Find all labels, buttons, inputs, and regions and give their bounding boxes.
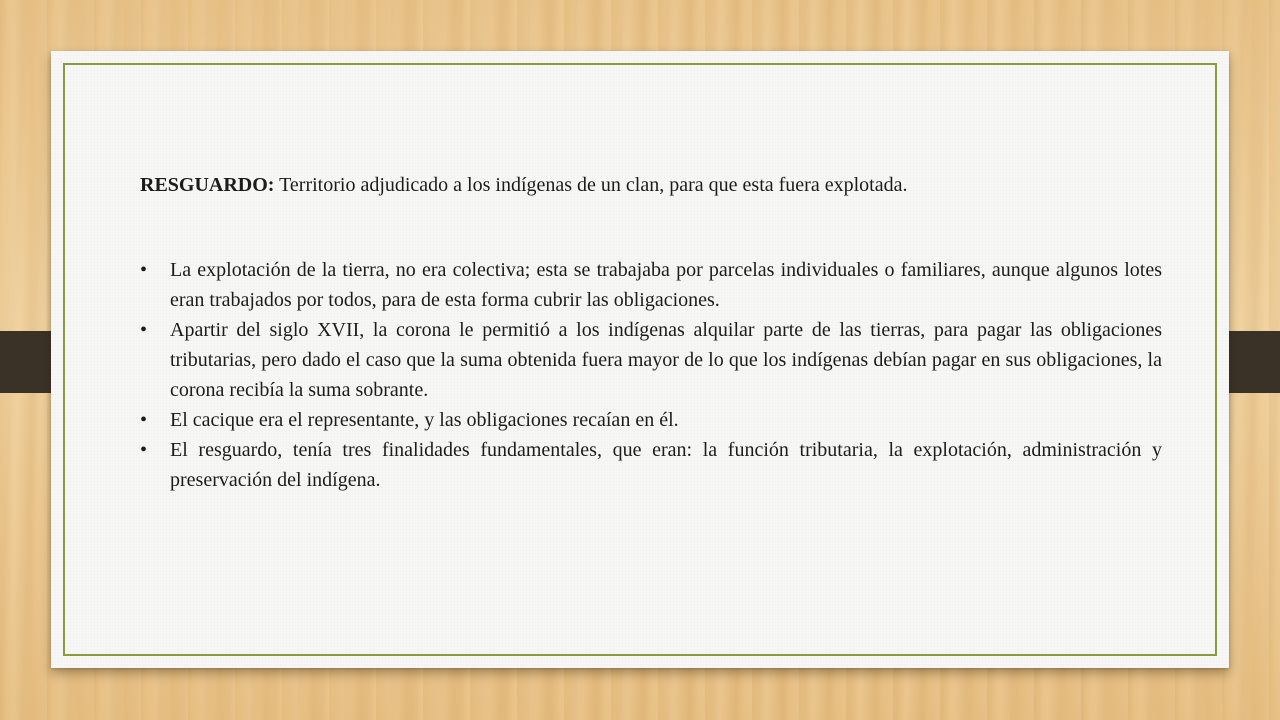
list-item xyxy=(140,315,1162,405)
list-item-text: Apartir del siglo XVII, la corona le permitió a los indígenas alquilar parte de las tierras, para pagar las obligaciones tributarias, pero dado el caso que la suma obtenida fuera mayor de lo que los indígenas debían pagar en sus obligaciones, la corona recibía la suma sobrante. xyxy=(170,319,1162,401)
bullet-list xyxy=(140,255,1162,495)
list-item-text: El resguardo, tenía tres finalidades fundamentales, que eran: la función tributaria, la explotación, administración y preservación del indígena. xyxy=(170,439,1162,491)
bullet-icon: • xyxy=(140,409,148,431)
list-item xyxy=(140,255,1162,315)
bullet-icon: • xyxy=(140,439,148,461)
list-item-text: La explotación de la tierra, no era colectiva; esta se trabajaba por parcelas individuales o familiares, aunque algunos lotes eran trabajados por todos, para de esta forma cubrir las obligaciones. xyxy=(170,259,1162,311)
list-item xyxy=(140,405,1162,435)
slide-paper xyxy=(51,51,1229,668)
definition-paragraph xyxy=(140,172,1170,198)
definition-term: RESGUARDO: xyxy=(140,174,275,196)
list-item-text: El cacique era el representante, y las obligaciones recaían en él. xyxy=(170,409,679,431)
definition-text: Territorio adjudicado a los indígenas de un clan, para que esta fuera explotada. xyxy=(274,174,908,196)
bullet-icon: • xyxy=(140,259,148,281)
list-item xyxy=(140,435,1162,495)
bullet-icon: • xyxy=(140,319,148,341)
